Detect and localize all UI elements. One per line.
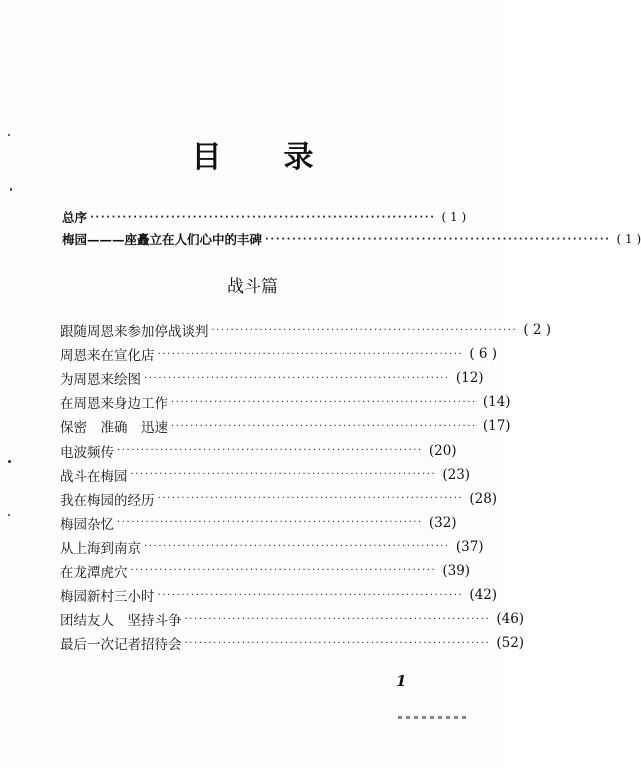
front-matter-list	[62, 206, 641, 250]
toc-entry-label: 我在梅园的经历	[60, 492, 155, 509]
dot-leader: ································································	[157, 493, 464, 505]
dot-leader: ································································	[130, 565, 437, 577]
toc-entry[interactable]	[60, 487, 498, 511]
dot-leader: ································································	[144, 541, 450, 553]
toc-entry-label: 团结友人 坚持斗争	[60, 613, 182, 630]
scan-speck	[10, 188, 12, 191]
toc-entry-page: (23)	[442, 466, 471, 483]
page-title-char-1: 目	[191, 140, 222, 175]
toc-entry[interactable]	[60, 631, 525, 655]
toc-entry[interactable]	[60, 511, 457, 535]
toc-entry-page: (17)	[482, 418, 511, 435]
toc-entry-page: ( 1 )	[616, 232, 641, 246]
toc-entry[interactable]	[60, 390, 511, 414]
toc-entry-page: (32)	[428, 514, 457, 531]
toc-entry[interactable]	[60, 559, 471, 583]
toc-entry-page: (12)	[455, 370, 484, 387]
section-heading: 战斗篇	[227, 277, 278, 297]
scan-speck	[8, 460, 11, 463]
toc-entry-label: 跟随周恩来参加停战谈判	[60, 324, 209, 341]
toc-entry[interactable]	[60, 583, 498, 607]
page-title	[0, 132, 505, 176]
dot-leader: ································································	[157, 348, 464, 360]
dot-leader: ································································	[157, 589, 464, 601]
toc-entry-label: 在龙潭虎穴	[60, 564, 128, 581]
toc-entry-label: 战斗在梅园	[60, 468, 128, 485]
dot-leader: ································································	[184, 637, 491, 649]
dot-leader: ································································	[90, 211, 436, 223]
toc-entry-page: (14)	[482, 394, 511, 411]
toc-entry[interactable]	[60, 318, 552, 342]
toc-entry-page: (52)	[496, 635, 525, 652]
toc-entry-label: 最后一次记者招待会	[60, 637, 182, 654]
toc-entry-page: ( 1 )	[441, 210, 467, 224]
toc-entry[interactable]	[62, 228, 641, 250]
toc-entry-label: 梅园———座矗立在人们心中的丰碑	[62, 232, 263, 247]
dot-leader: ································································	[117, 517, 423, 529]
toc-entry-label: 梅园新村三小时	[60, 589, 155, 606]
toc-entry-label: 梅园杂忆	[60, 516, 114, 533]
toc-list	[60, 318, 552, 655]
toc-entry-page: (28)	[469, 490, 498, 507]
toc-entry-page: (46)	[496, 611, 525, 628]
dot-leader: ································································	[265, 233, 611, 245]
toc-entry-page: (37)	[455, 538, 484, 555]
toc-entry-label: 电波频传	[60, 444, 114, 461]
scan-speck	[8, 134, 10, 136]
dot-leader: ································································	[144, 372, 450, 384]
dot-leader: ································································	[171, 420, 477, 432]
toc-entry-label: 为周恩来绘图	[60, 372, 141, 389]
toc-entry[interactable]	[60, 463, 471, 487]
toc-entry-page: (39)	[442, 562, 471, 579]
toc-entry-page: ( 6 )	[469, 346, 498, 363]
dot-leader: ································································	[171, 396, 477, 408]
toc-entry-page: (20)	[428, 442, 457, 459]
toc-entry[interactable]	[60, 366, 484, 390]
scan-speck	[8, 514, 10, 516]
toc-entry-label: 总序	[62, 210, 88, 225]
dot-leader: ································································	[117, 445, 423, 457]
dot-leader: ································································	[184, 613, 491, 625]
toc-entry-label: 在周恩来身边工作	[60, 396, 168, 413]
toc-entry-label: 保密 准确 迅速	[60, 420, 168, 437]
scan-smudge	[398, 716, 468, 719]
dot-leader: ································································	[130, 469, 437, 481]
toc-entry-page: (42)	[469, 587, 498, 604]
page-number: 1	[396, 672, 407, 690]
toc-entry[interactable]	[60, 342, 498, 366]
toc-entry-label: 周恩来在宣化店	[60, 348, 155, 365]
dot-leader: ································································	[211, 324, 518, 336]
toc-entry[interactable]	[60, 535, 484, 559]
toc-entry-page: ( 2 )	[523, 322, 552, 339]
toc-entry[interactable]	[62, 206, 467, 228]
toc-entry[interactable]	[60, 607, 525, 631]
toc-entry-label: 从上海到南京	[60, 540, 141, 557]
page-title-char-2: 录	[283, 140, 314, 175]
toc-entry[interactable]	[60, 414, 511, 438]
toc-entry[interactable]	[60, 438, 457, 462]
